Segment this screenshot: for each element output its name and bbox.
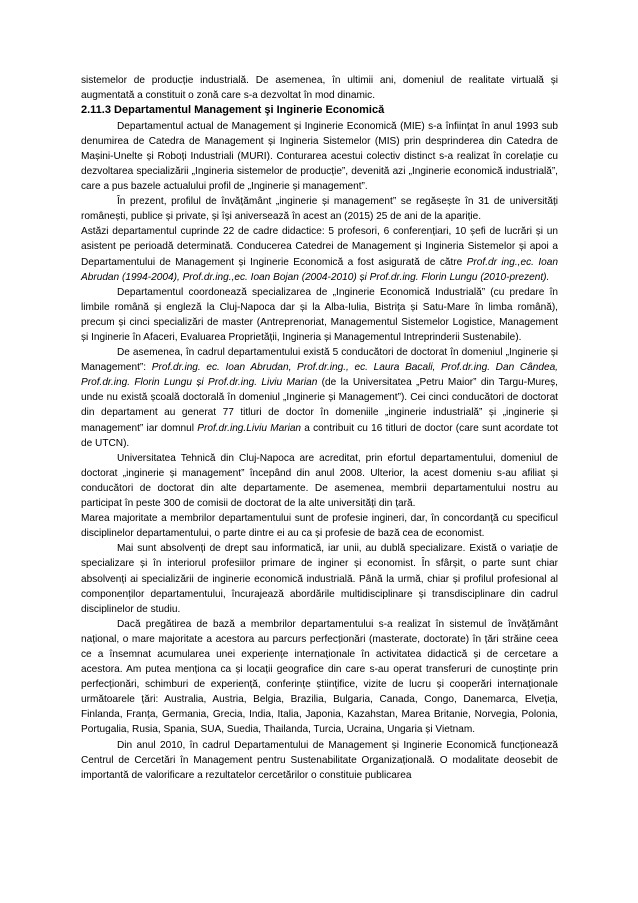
paragraph-international: Dacă pregătirea de bază a membrilor departamentului s-a realizat în sistemul de învățământ național, o mare majoritate a acestora au parcurs perfecționări (masterate, doctorate) în țări străine ceea ce a însemnat acumularea unei experiențe internaționale în activitatea didactică și de cercetare a acestora. Am putea menționa ca și locații geografice din care s-au operat transferuri de cunoștințe prin perfecționări, schimburi de experiență, conferințe științifice, vizite de lucru și cooperări internaționale următoarele țări: Australia, Austria, Belgia, Brazilia, Bulgaria, Canada, Congo, Danemarca, Elveția, Finlanda, Franța, Germania, Grecia, India, Italia, Japonia, Kazahstan, Marea Britanie, Norvegia, Polonia, Portugalia, Rusia, Spania, SUA, Suedia, Thailanda, Turcia, Ucraina, Ungaria și Vietnam. — [81, 618, 558, 736]
paragraph-graduates: Mai sunt absolvenți de drept sau informatică, iar unii, au dublă specializare. Există o variație de specializare și în interiorul profesiilor primare de inginer și economist. În sfârșit, o parte sunt chiar absolvenți ai specializării de inginerie economică industrială. Până la urmă, chiar și profilul profesional al componenților departamentului, încurajează abordările multidisciplinare și transdisciplinare din cadrul disciplinelor de studiu. — [81, 543, 558, 615]
paragraph-doctoral — [81, 345, 558, 451]
paragraph-doctoral-text-3: a contribuit cu 16 titluri de doctor (care sunt acordate tot de UTCN). — [81, 422, 558, 449]
paragraph-professions: Marea majoritate a membrilor departamentului sunt de profesie ingineri, dar, în concordanță cu specificul disciplinelor departamentului, o parte dintre ei au ca și profesie de bază cea de economist. — [81, 513, 558, 540]
paragraph-staff — [81, 224, 558, 284]
document-page — [81, 73, 558, 783]
paragraph-doctoral-text-2: (de la Universitatea „Petru Maior” din Targu-Mureș, unde nu există școală doctorală în domeniul „Inginerie și Management”). Cei cinci conducători de doctorat din departament au generat 77 titluri de doctor în domeniile „inginerie industrială” și „inginerie și management” iar domnul — [81, 377, 558, 434]
paragraph-profile: În prezent, profilul de învățământ „inginerie și management” se regăsește în 31 de universități românești, publice și private, și își aniversează în acest an (2015) 25 de ani de la apariție. — [81, 196, 558, 223]
paragraph-doctoral-text-1: De asemenea, în cadrul departamentului există 5 conducători de doctorat în domeniul „Inginerie și Management”: — [81, 347, 558, 374]
paragraph-history: Departamentul actual de Management și Inginerie Economică (MIE) s-a înființat în anul 1993 sub denumirea de Catedra de Management și Ingineria Sistemelor (MIS) prin desprinderea din Catedra de Mașini-Unelte și Roboți Industriali (MURI). Conturarea acestui colectiv distinct s-a realizat în corelație cu dezvoltarea specializării „Ingineria sistemelor de producție”, devenită azi „Inginerie economică industrială”, care a pus bazele actualului profil de „Inginerie și management”. — [81, 120, 558, 193]
paragraph-intro-continuation: sistemelor de producție industrială. De asemenea, în ultimii ani, domeniul de realitate virtuală și augmentată a constituit o zonă care s-a dezvoltat în mod dinamic. — [81, 75, 558, 102]
section-heading: 2.11.3 Departamentul Management şi Inginerie Economică — [81, 104, 385, 117]
paragraph-staff-text: Astăzi departamentul cuprinde 22 de cadre didactice: 5 profesori, 6 conferențiari, 10 șefi de lucrări și un asistent pe perioadă determinată. Conducerea Catedrei de Management și Ingineria Sistemelor și apoi a Departamentului de Management și Inginerie Economică a fost asigurată de către — [81, 226, 558, 268]
paragraph-research-center: Din anul 2010, în cadrul Departamentului de Management și Inginerie Economică funcționează Centrul de Cercetări în Management pentru Sustenabilitate Organizațională. O modalitate deosebit de importantă de valorificare a rezultatelor cercetărilor o constituie publicarea — [81, 739, 558, 781]
paragraph-doctoral-marian: Prof.dr.ing.Liviu Marian — [197, 422, 302, 434]
paragraph-doctoral-supervisors: Prof.dr.ing. ec. Ioan Abrudan, Prof.dr.ing., ec. Laura Bacali, Prof.dr.ing. Dan Cândea, Prof.dr.ing. Florin Lungu și Prof.dr.ing. Liviu Marian — [81, 362, 558, 389]
paragraph-specializations: Departamentul coordonează specializarea de „Inginerie Economică Industrială” (cu predare în limbile română și engleză la Cluj-Napoca dar și la Alba-Iulia, Bistrița și Satu-Mare în limba română), precum și cinci specializări de master (Antreprenoriat, Managementul Sistemelor Logistice, Management și Inginerie în Afaceri, Evaluarea Proprietății, Ingineria și Managementul Intreprinderii Sustenabile). — [81, 286, 558, 343]
paragraph-accreditation: Universitatea Tehnică din Cluj-Napoca are acreditat, prin efortul departamentului, domeniul de doctorat „inginerie și management” începând din anul 2008. Ulterior, la acest domeniu s-au afiliat și conducători de doctorat din alte departamente. De asemenea, membrii departamentului nostru au participat în peste 300 de comisii de doctorat de la alte universități din țară. — [81, 452, 558, 510]
paragraph-staff-heads: Prof.dr ing.,ec. Ioan Abrudan (1994-2004), Prof.dr.ing.,ec. Ioan Bojan (2004-2010) și Prof.dr.ing. Florin Lungu (2010-prezent). — [81, 256, 558, 283]
